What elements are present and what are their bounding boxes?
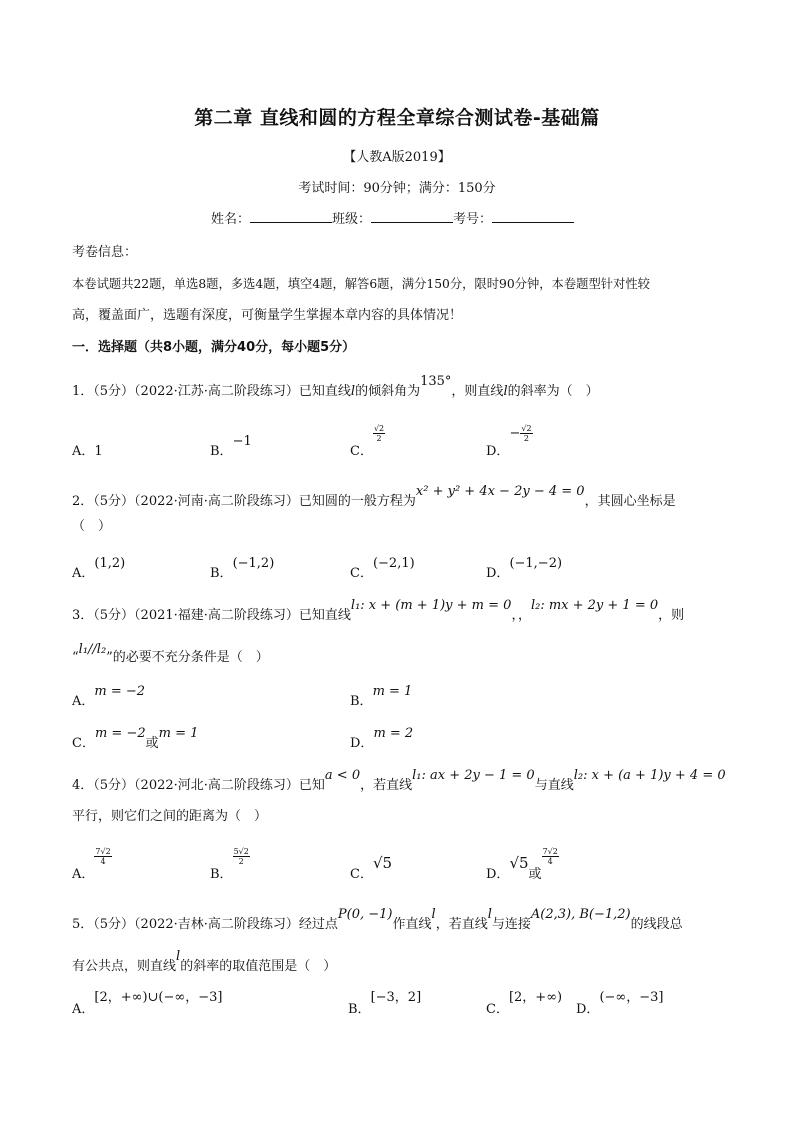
option-label: C．: [350, 867, 373, 882]
q4-option-d[interactable]: [486, 845, 559, 882]
q4-option-a[interactable]: [72, 845, 112, 882]
option-label: D．: [486, 867, 510, 882]
info-label: 考卷信息：: [72, 245, 138, 260]
info-line-2: 高，覆盖面广，选题有深度，可衡量学生掌握本章内容的具体情况！: [72, 308, 463, 323]
q4-text-a: 4．（5分）（2022·河北·高二阶段练习）已知: [72, 778, 325, 793]
q1-option-a[interactable]: [72, 440, 103, 459]
fraction-numerator: 7√2: [95, 847, 111, 856]
fraction-denominator: 4: [547, 857, 553, 866]
option-value: (1,2): [94, 556, 126, 571]
option-label: A．: [72, 444, 95, 459]
option-label: A．: [72, 867, 95, 882]
fraction-denominator: 2: [238, 857, 244, 866]
q5-text-c: ，若直线: [435, 917, 488, 932]
option-value: (−1,−2): [509, 556, 563, 571]
q2-stem-cont: （ ）: [72, 519, 112, 534]
option-label: C．: [486, 1002, 509, 1017]
q3-parallel-condition: l₁//l₂: [78, 642, 107, 657]
q4-text-c: 与直线: [534, 778, 574, 793]
q3-text-c: ”的必要不充分条件是（ ）: [106, 650, 269, 665]
number-label: 考号：: [453, 212, 493, 227]
q1-text-d: 的斜率为（ ）: [507, 384, 599, 399]
q5-option-a[interactable]: [72, 986, 223, 1017]
option-value-2: m = 1: [158, 726, 199, 741]
option-label: B．: [348, 1002, 371, 1017]
q1-text-b: 的倾斜角为: [355, 384, 421, 399]
option-label: C．: [72, 736, 95, 751]
question-3-stem: [72, 594, 685, 623]
option-value: [−3，2]: [370, 990, 422, 1005]
option-value: √5: [372, 854, 393, 872]
fraction-numerator: 5√2: [233, 847, 249, 856]
q3-option-a[interactable]: [72, 680, 146, 709]
option-value: [2，+∞): [508, 990, 563, 1005]
fraction-numerator: √2: [521, 424, 532, 433]
q4-line-l2: l₂: x + (a + 1)y + 4 = 0: [573, 768, 726, 783]
option-label: A．: [72, 566, 95, 581]
q1-text-c: ，则直线: [451, 384, 504, 399]
option-label: B．: [210, 444, 233, 459]
option-label: C．: [350, 566, 373, 581]
q3-line-l2: l₂: mx + 2y + 1 = 0: [530, 598, 659, 613]
option-value: √5: [509, 854, 529, 872]
q1-option-d[interactable]: [486, 422, 533, 459]
fraction: [373, 424, 385, 443]
q3-quote-open: “: [72, 650, 79, 665]
option-label: B．: [210, 566, 233, 581]
question-4-stem: [72, 764, 726, 793]
page-title: 第二章 直线和圆的方程全章综合测试卷-基础篇: [194, 107, 600, 129]
q4-option-b[interactable]: [210, 845, 250, 882]
exam-info: 考试时间：90分钟；满分：150分: [298, 181, 496, 196]
q5-text-a: 5．（5分）（2022·吉林·高二阶段练习）经过点: [72, 917, 338, 932]
q1-angle: 135°: [420, 374, 452, 389]
option-value: m = −2: [94, 726, 146, 741]
q5-text-d: 与连接: [491, 917, 531, 932]
option-label: C．: [350, 444, 373, 459]
fraction-denominator: 2: [376, 434, 382, 443]
fraction-denominator: 4: [100, 857, 106, 866]
q5-var-l3: l: [176, 949, 181, 964]
option-label: A．: [72, 694, 95, 709]
q4-option-c[interactable]: [350, 853, 393, 882]
q3-stem-cont: [72, 638, 269, 665]
question-5-stem: [72, 903, 683, 932]
q1-var-l2: l: [503, 384, 508, 399]
q2-text-a: 2．（5分）（2022·河南·高二阶段练习）已知圆的一般方程为: [72, 494, 416, 509]
q5-points-ab: A(2,3), B(−1,2): [530, 907, 631, 922]
q3-text-b: ，则: [658, 608, 685, 623]
q2-option-c[interactable]: [350, 552, 415, 581]
q5-point-p: P(0, −1): [337, 907, 393, 922]
or-text: 或: [145, 736, 159, 751]
q5-text-b: 作直线: [392, 917, 432, 932]
q2-equation: x² + y² + 4x − 2y − 4 = 0: [415, 484, 585, 499]
q2-option-a[interactable]: [72, 552, 126, 581]
fraction-numerator: 7√2: [542, 847, 558, 856]
option-value: [2，+∞)∪(−∞，−3]: [94, 990, 223, 1005]
q5-option-b[interactable]: [348, 986, 422, 1017]
q4-text-b: ，若直线: [360, 778, 413, 793]
option-value: m = −2: [94, 684, 146, 699]
class-field[interactable]: [371, 210, 453, 223]
q4-condition: a < 0: [324, 768, 361, 783]
q3-separator: ，，: [511, 608, 531, 623]
option-value: 1: [94, 444, 103, 459]
q5-text-f: 有公共点，则直线: [72, 959, 177, 974]
question-2-stem: [72, 480, 676, 509]
minus-sign: −: [509, 426, 521, 441]
q3-option-d[interactable]: [350, 722, 414, 751]
q4-line-l1: l₁: ax + 2y − 1 = 0: [412, 768, 535, 783]
fraction: [94, 847, 111, 866]
q1-text-a: 1．（5分）（2022·江苏·高二阶段练习）已知直线: [72, 384, 351, 399]
info-line-1: 本卷试题共22题，单选8题，多选4题，填空4题，解答6题，满分150分，限时90分钟，本卷题型针对性较: [72, 277, 650, 291]
fraction-numerator: √2: [373, 424, 385, 433]
fraction: [542, 847, 559, 866]
q2-text-b: ，其圆心坐标是: [584, 494, 676, 509]
q5-var-l2: l: [487, 907, 492, 922]
fraction: [233, 847, 250, 866]
q5-option-d[interactable]: [576, 986, 664, 1017]
q1-option-b[interactable]: [210, 430, 252, 459]
q4-stem-cont: 平行，则它们之间的距离为（ ）: [72, 809, 268, 824]
option-label: B．: [350, 694, 373, 709]
option-value: (−∞，−3]: [599, 990, 664, 1005]
student-info-row: [211, 208, 574, 227]
option-value: −1: [232, 434, 252, 449]
option-value: m = 1: [372, 684, 413, 699]
q5-text-e: 的线段总: [630, 917, 683, 932]
q2-option-b[interactable]: [210, 552, 275, 581]
option-value: m = 2: [373, 726, 414, 741]
fraction-denominator: 2: [523, 434, 529, 443]
class-label: 班级：: [332, 212, 372, 227]
or-text: 或: [528, 867, 542, 882]
q5-var-l: l: [431, 907, 436, 922]
q3-option-c[interactable]: [72, 722, 199, 751]
option-label: D．: [486, 444, 510, 459]
q3-option-b[interactable]: [350, 680, 413, 709]
edition-label: 【人教A版2019】: [343, 150, 451, 165]
option-label: D．: [350, 736, 374, 751]
q5-text-g: 的斜率的取值范围是（ ）: [180, 959, 337, 974]
option-label: D．: [486, 566, 510, 581]
option-value: (−2,1): [372, 556, 415, 571]
number-field[interactable]: [492, 210, 574, 223]
option-value: (−1,2): [232, 556, 275, 571]
name-label: 姓名：: [211, 212, 251, 227]
option-label: D．: [576, 1002, 600, 1017]
q1-option-c[interactable]: [350, 422, 385, 459]
option-label: A．: [72, 1002, 95, 1017]
fraction: [520, 424, 532, 443]
name-field[interactable]: [250, 210, 332, 223]
q3-text-a: 3．（5分）（2021·福建·高二阶段练习）已知直线: [72, 608, 351, 623]
question-1-stem: [72, 374, 599, 399]
q2-option-d[interactable]: [486, 552, 563, 581]
q5-option-c[interactable]: [486, 986, 563, 1017]
q1-var-l: l: [350, 384, 356, 399]
q5-stem-cont: [72, 945, 337, 974]
option-label: B．: [210, 867, 233, 882]
q3-line-l1: l₁: x + (m + 1)y + m = 0: [350, 598, 512, 613]
section-heading: 一．选择题（共8小题，满分40分，每小题5分）: [72, 340, 356, 355]
